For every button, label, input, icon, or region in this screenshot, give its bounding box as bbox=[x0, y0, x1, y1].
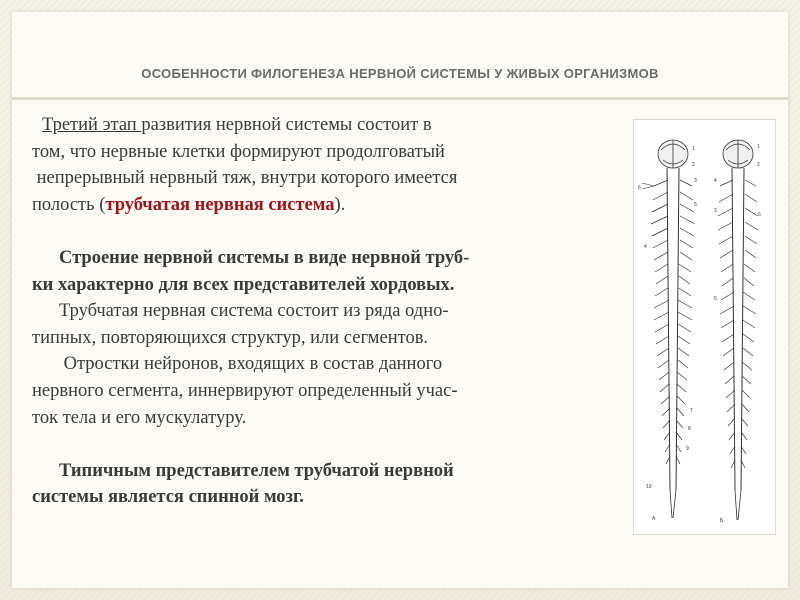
highlight-term: трубчатая нервная система bbox=[105, 194, 335, 215]
label-b-3: 3 bbox=[714, 208, 717, 214]
para2-line1: Трубчатая нервная система состоит из ряда одно- bbox=[59, 301, 449, 322]
label-a-5: 5 bbox=[694, 202, 697, 208]
label-a-4: 4 bbox=[644, 244, 647, 250]
label-a-1: 1 bbox=[692, 146, 695, 152]
para3-line2: нервного сегмента, иннервируют определенный учас- bbox=[32, 380, 458, 401]
bold2-line1: Типичным представителем трубчатой нервной bbox=[59, 460, 454, 481]
label-a-10: 10 bbox=[646, 484, 652, 490]
title-divider bbox=[12, 97, 788, 100]
label-b-2: 2 bbox=[757, 162, 760, 168]
label-a-8: 8 bbox=[688, 426, 691, 432]
label-a-3: 3 bbox=[694, 178, 697, 184]
caption-a: А bbox=[652, 516, 656, 522]
label-b-6: 6 bbox=[758, 212, 761, 218]
spinal-cord-a bbox=[642, 140, 695, 518]
bold1-line1: Строение нервной системы в виде нервной труб- bbox=[59, 247, 470, 268]
label-b-4: 4 bbox=[714, 178, 717, 184]
para1-line2: том, что нервные клетки формируют продолговатый bbox=[32, 141, 445, 162]
bold2-line2: системы является спинной мозг. bbox=[32, 487, 304, 508]
caption-b: Б bbox=[720, 518, 724, 524]
para3-line1: Отростки нейронов, входящих в состав данного bbox=[59, 354, 443, 375]
spacer bbox=[32, 218, 622, 245]
para1-line4-start: полость ( bbox=[32, 194, 106, 215]
label-b-5: 5 bbox=[714, 296, 717, 302]
stage-lead: Третий этап bbox=[42, 115, 142, 135]
para1-line3: непрерывный нервный тяж, внутри которого имеется bbox=[32, 168, 458, 189]
para1-line1-text: развития нервной системы состоит в bbox=[141, 115, 432, 135]
slide-title: ОСОБЕННОСТИ ФИЛОГЕНЕЗА НЕРВНОЙ СИСТЕМЫ У ЖИВЫХ ОРГАНИЗМОВ bbox=[141, 66, 659, 81]
bold1-line2: ки характерно для всех представителей хордовых. bbox=[32, 274, 455, 295]
para3-line3: ток тела и его мускулатуру. bbox=[32, 407, 247, 428]
spinal-cord-b bbox=[718, 140, 758, 520]
para2-line2: типных, повторяющихся структур, или сегментов. bbox=[32, 327, 429, 348]
slide-body-text bbox=[32, 112, 622, 511]
spinal-cord-illustration bbox=[633, 119, 776, 535]
para1-line4-end: ). bbox=[334, 194, 346, 215]
para1-line1 bbox=[32, 112, 622, 139]
para1-line4 bbox=[32, 192, 622, 219]
spinal-cord-drawing bbox=[634, 120, 775, 534]
label-b-1: 1 bbox=[757, 144, 760, 150]
label-a-6: 6 bbox=[638, 185, 641, 191]
label-a-9: 9 bbox=[686, 446, 689, 452]
label-a-2: 2 bbox=[692, 162, 695, 168]
label-a-7: 7 bbox=[690, 408, 693, 414]
spacer bbox=[32, 431, 622, 458]
